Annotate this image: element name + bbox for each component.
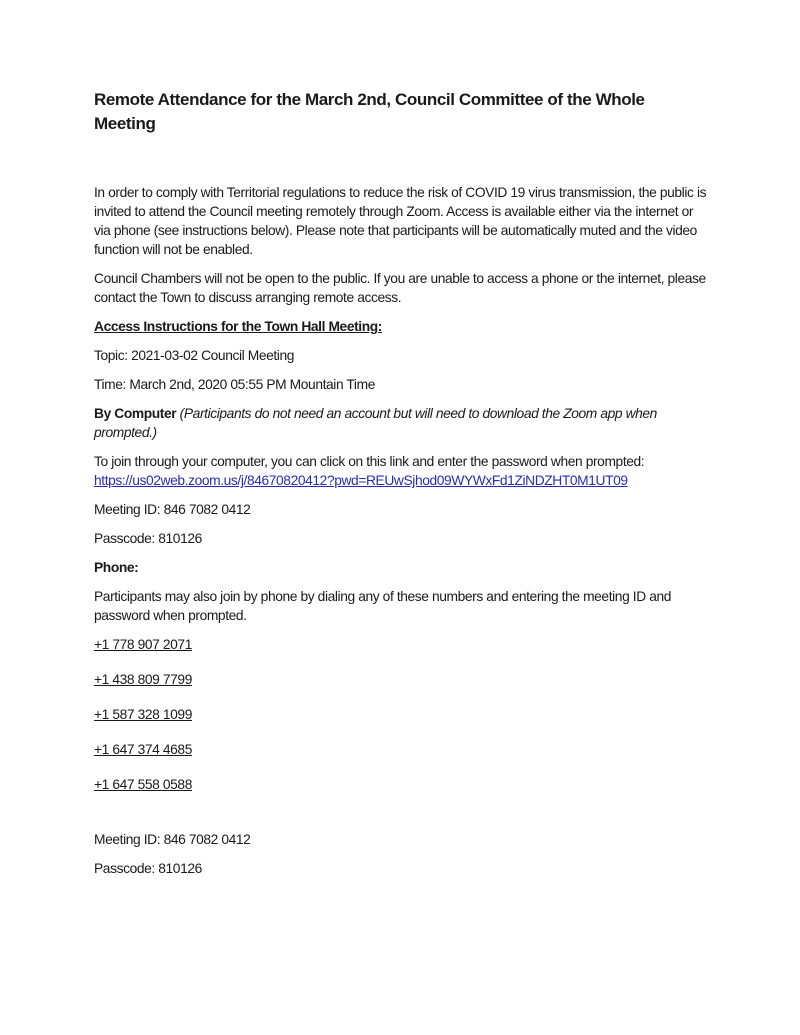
phone-number-link-2[interactable]: +1 438 809 7799	[94, 672, 192, 687]
join-instruction-text: To join through your computer, you can click on this link and enter the password when prompted:	[94, 454, 645, 469]
meeting-topic-line: Topic: 2021-03-02 Council Meeting	[94, 348, 295, 363]
join-instruction-block	[94, 452, 710, 490]
footer-passcode-line: Passcode: 810126	[94, 861, 202, 876]
zoom-meeting-link[interactable]: https://us02web.zoom.us/j/84670820412?pwd=REUwSjhod09WYWxFd1ZiNDZHT0M1UT09	[94, 473, 628, 488]
by-computer-label: By Computer	[94, 406, 177, 421]
intro-paragraph-chambers: Council Chambers will not be open to the public. If you are unable to access a phone or the internet, please contact the Town to discuss arranging remote access.	[94, 271, 706, 305]
phone-number-item	[94, 740, 710, 759]
intro-paragraph-covid: In order to comply with Territorial regulations to reduce the risk of COVID 19 virus transmission, the public is invited to attend the Council meeting remotely through Zoom. Access is available either via the internet or via phone (see instructions below). Please note that participants will be automatically muted and the video function will not be enabled.	[94, 185, 707, 257]
passcode-line: Passcode: 810126	[94, 531, 202, 546]
blank-spacer	[94, 810, 710, 830]
by-computer-line	[94, 404, 710, 442]
phone-number-item	[94, 705, 710, 724]
page-title: Remote Attendance for the March 2nd, Council Committee of the Whole Meeting	[94, 90, 645, 133]
phone-number-item	[94, 775, 710, 794]
phone-number-link-5[interactable]: +1 647 558 0588	[94, 777, 192, 792]
phone-number-link-4[interactable]: +1 647 374 4685	[94, 742, 192, 757]
phone-instruction: Participants may also join by phone by dialing any of these numbers and entering the meeting ID and password when prompted.	[94, 589, 672, 623]
footer-meeting-id-line: Meeting ID: 846 7082 0412	[94, 832, 251, 847]
phone-number-link-3[interactable]: +1 587 328 1099	[94, 707, 192, 722]
phone-number-item	[94, 670, 710, 689]
meeting-id-line: Meeting ID: 846 7082 0412	[94, 502, 251, 517]
phone-heading: Phone:	[94, 560, 139, 575]
meeting-time-line: Time: March 2nd, 2020 05:55 PM Mountain Time	[94, 377, 375, 392]
by-computer-note: (Participants do not need an account but will need to download the Zoom app when prompted.)	[94, 406, 657, 440]
access-instructions-heading: Access Instructions for the Town Hall Meeting:	[94, 319, 382, 334]
phone-number-item	[94, 635, 710, 654]
phone-number-link-1[interactable]: +1 778 907 2071	[94, 637, 192, 652]
